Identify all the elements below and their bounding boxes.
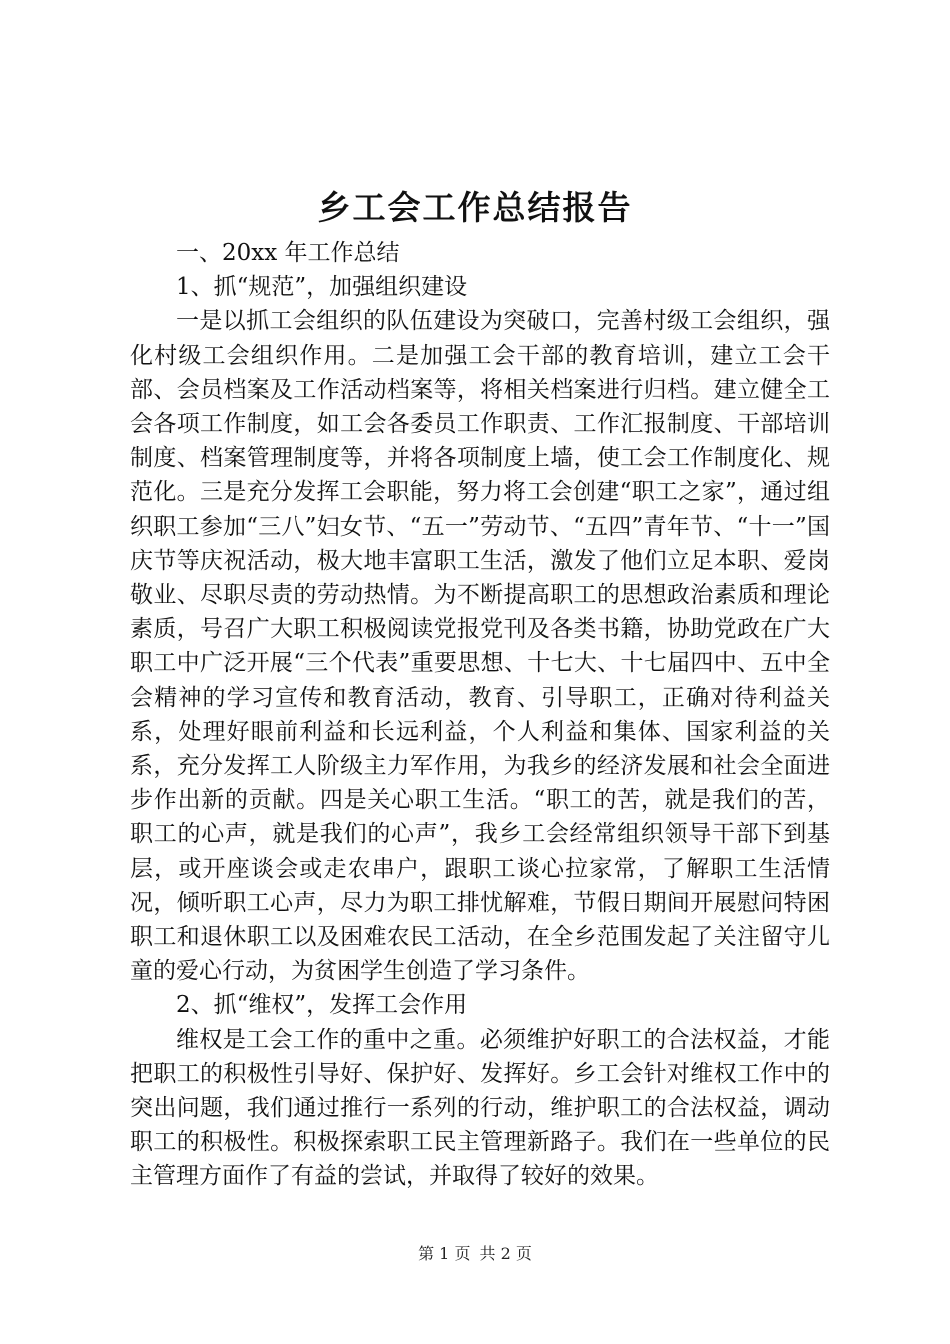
page-total: 共 2 页 bbox=[479, 1244, 532, 1263]
subsection-heading-1: 1、抓“规范”，加强组织建设 bbox=[176, 274, 468, 301]
page-number: 第 1 页 bbox=[418, 1244, 471, 1263]
page-footer bbox=[0, 1243, 950, 1265]
paragraph-2: 维权是工会工作的重中之重。必须维护好职工的合法权益，才能把职工的积极性引导好、保护好、发挥好。乡工会针对维权工作中的突出问题，我们通过推行一系列的行动，维护职工的合法权益，调动职工的积极性。积极探索职工民主管理新路子。我们在一些单位的民主管理方面作了有益的尝试，并取得了较好的效果。 bbox=[130, 1026, 830, 1190]
section-heading: 一、20xx 年工作总结 bbox=[176, 240, 400, 266]
paragraph-1: 一是以抓工会组织的队伍建设为突破口，完善村级工会组织，强化村级工会组织作用。二是加强工会干部的教育培训，建立工会干部、会员档案及工作活动档案等，将相关档案进行归档。建立健全工会各项工作制度，如工会各委员工作职责、工作汇报制度、干部培训制度、档案管理制度等，并将各项制度上墙，使工会工作制度化、规范化。三是充分发挥工会职能，努力将工会创建“职工之家”，通过组织职工参加“三八”妇女节、“五一”劳动节、“五四”青年节、“十一”国庆节等庆祝活动，极大地丰富职工生活，激发了他们立足本职、爱岗敬业、尽职尽责的劳动热情。为不断提高职工的思想政治素质和理论素质，号召广大职工积极阅读党报党刊及各类书籍，协助党政在广大职工中广泛开展“三个代表”重要思想、十七大、十七届四中、五中全会精神的学习宣传和教育活动，教育、引导职工，正确对待利益关系，处理好眼前利益和长远利益，个人利益和集体、国家利益的关系，充分发挥工人阶级主力军作用，为我乡的经济发展和社会全面进步作出新的贡献。四是关心职工生活。“职工的苦，就是我们的苦，职工的心声，就是我们的心声”，我乡工会经常组织领导干部下到基层，或开座谈会或走农串户，跟职工谈心拉家常，了解职工生活情况，倾听职工心声，尽力为职工排忧解难，节假日期间开展慰问特困职工和退休职工以及困难农民工活动，在全乡范围发起了关注留守儿童的爱心行动，为贫困学生创造了学习条件。 bbox=[130, 308, 830, 985]
document-title: 乡工会工作总结报告 bbox=[317, 188, 633, 227]
subsection-heading-2: 2、抓“维权”，发挥工会作用 bbox=[176, 992, 468, 1019]
document-body bbox=[130, 236, 830, 1194]
